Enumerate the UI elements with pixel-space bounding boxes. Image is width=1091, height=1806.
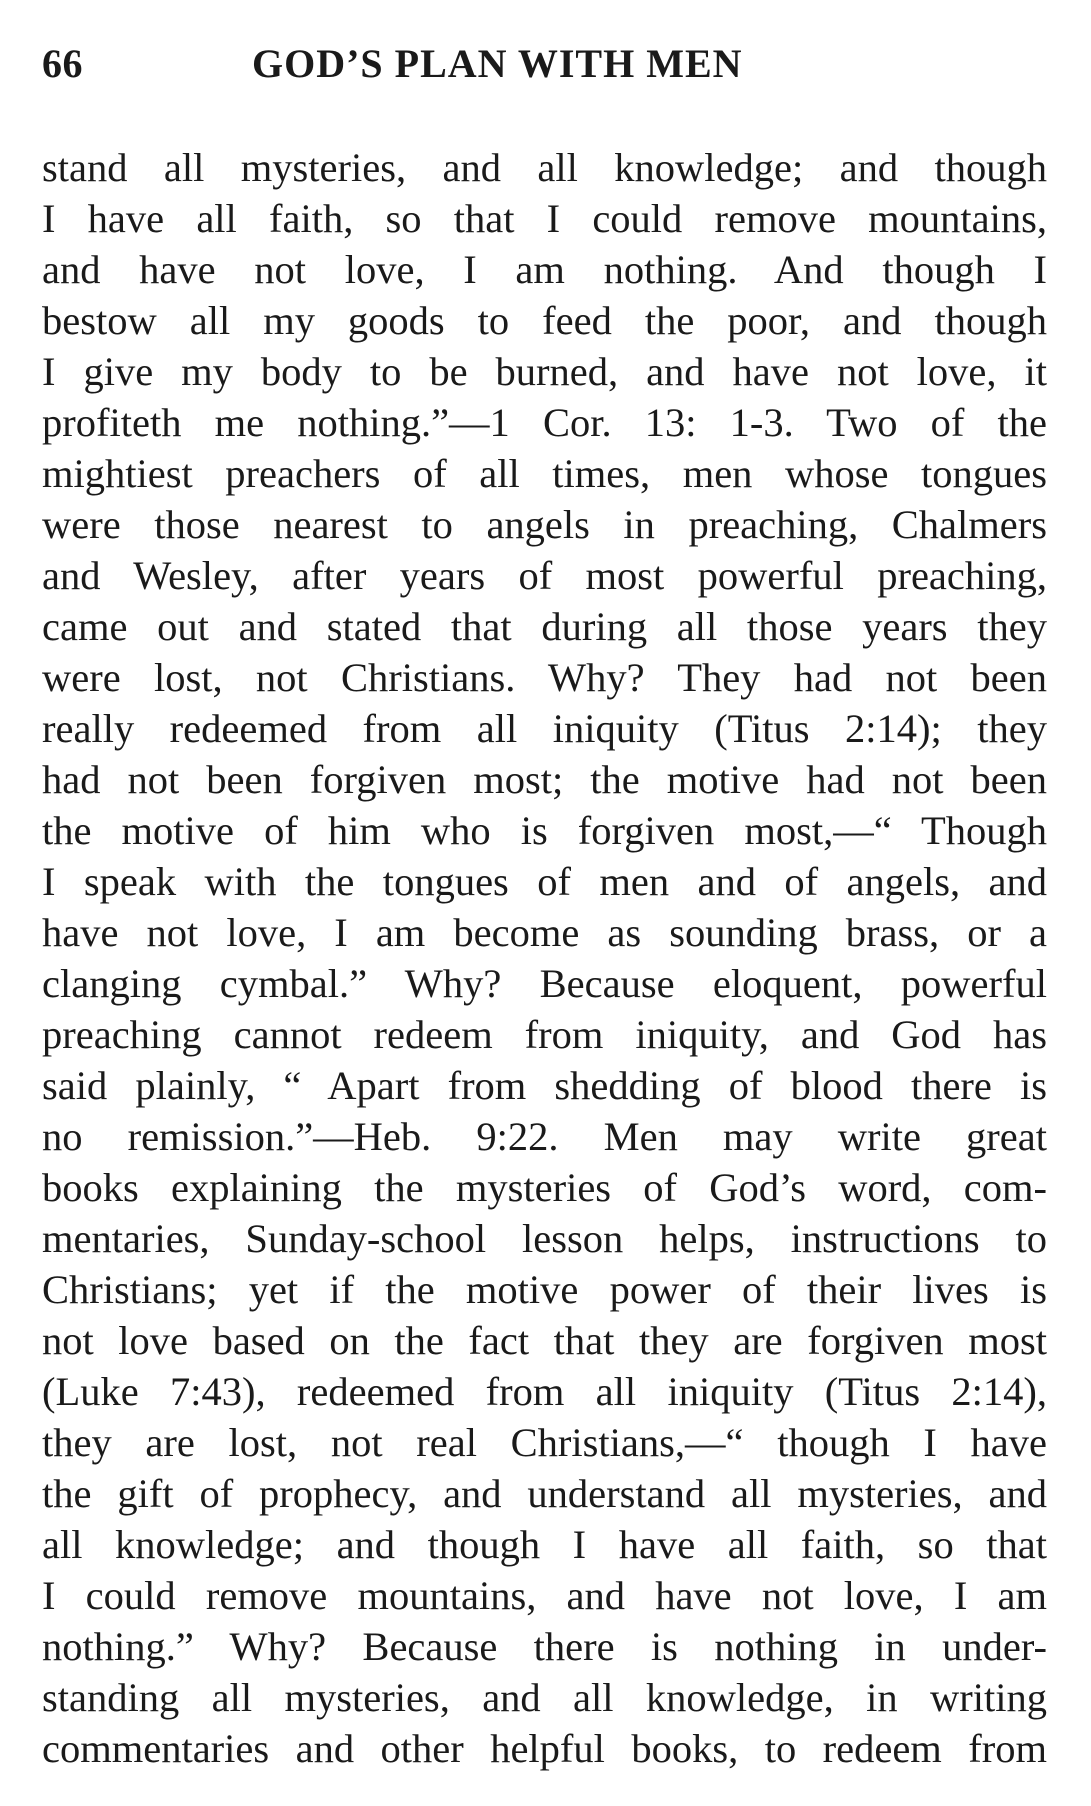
text-line: preaching cannot redeem from iniquity, and God has bbox=[42, 1012, 1047, 1057]
text-line: said plainly, “ Apart from shedding of blood there is bbox=[42, 1063, 1047, 1108]
text-line: standing all mysteries, and all knowledge, in writing bbox=[42, 1675, 1047, 1720]
text-line: (Luke 7:43), redeemed from all iniquity (Titus 2:14), bbox=[42, 1369, 1047, 1414]
text-line: they are lost, not real Christians,—“ though I have bbox=[42, 1420, 1047, 1465]
text-line: were lost, not Christians. Why? They had not been bbox=[42, 655, 1047, 700]
text-line: stand all mysteries, and all knowledge; and though bbox=[42, 145, 1047, 190]
text-line: mentaries, Sunday-school lesson helps, instructions to bbox=[42, 1216, 1047, 1261]
text-line: books explaining the mysteries of God’s word, com- bbox=[42, 1165, 1047, 1210]
text-line: the gift of prophecy, and understand all mysteries, and bbox=[42, 1471, 1047, 1516]
running-head bbox=[42, 28, 1047, 98]
text-line: and Wesley, after years of most powerful preaching, bbox=[42, 553, 1047, 598]
text-line: and have not love, I am nothing. And though I bbox=[42, 247, 1047, 292]
text-line: really redeemed from all iniquity (Titus 2:14); they bbox=[42, 706, 1047, 751]
text-line: nothing.” Why? Because there is nothing in under- bbox=[42, 1624, 1047, 1669]
text-line: mightiest preachers of all times, men whose tongues bbox=[42, 451, 1047, 496]
text-line: no remission.”—Heb. 9:22. Men may write great bbox=[42, 1114, 1047, 1159]
text-line: bestow all my goods to feed the poor, and though bbox=[42, 298, 1047, 343]
page-number: 66 bbox=[42, 41, 83, 86]
text-line: commentaries and other helpful books, to redeem from bbox=[42, 1726, 1047, 1771]
text-line: were those nearest to angels in preaching, Chalmers bbox=[42, 502, 1047, 547]
text-line: all knowledge; and though I have all faith, so that bbox=[42, 1522, 1047, 1567]
text-line: I have all faith, so that I could remove mountains, bbox=[42, 196, 1047, 241]
text-line: have not love, I am become as sounding brass, or a bbox=[42, 910, 1047, 955]
text-line: profiteth me nothing.”—1 Cor. 13: 1-3. Two of the bbox=[42, 400, 1047, 445]
text-line: I speak with the tongues of men and of angels, and bbox=[42, 859, 1047, 904]
text-line: had not been forgiven most; the motive had not been bbox=[42, 757, 1047, 802]
running-title: GOD’S PLAN WITH MEN bbox=[252, 41, 743, 86]
text-line: I give my body to be burned, and have not love, it bbox=[42, 349, 1047, 394]
text-line: came out and stated that during all those years they bbox=[42, 604, 1047, 649]
body-text bbox=[42, 142, 1047, 1774]
text-line: the motive of him who is forgiven most,—“ Though bbox=[42, 808, 1047, 853]
text-line: clanging cymbal.” Why? Because eloquent, powerful bbox=[42, 961, 1047, 1006]
text-line: Christians; yet if the motive power of their lives is bbox=[42, 1267, 1047, 1312]
text-line: I could remove mountains, and have not love, I am bbox=[42, 1573, 1047, 1618]
book-page bbox=[42, 28, 1047, 1774]
text-line: not love based on the fact that they are forgiven most bbox=[42, 1318, 1047, 1363]
